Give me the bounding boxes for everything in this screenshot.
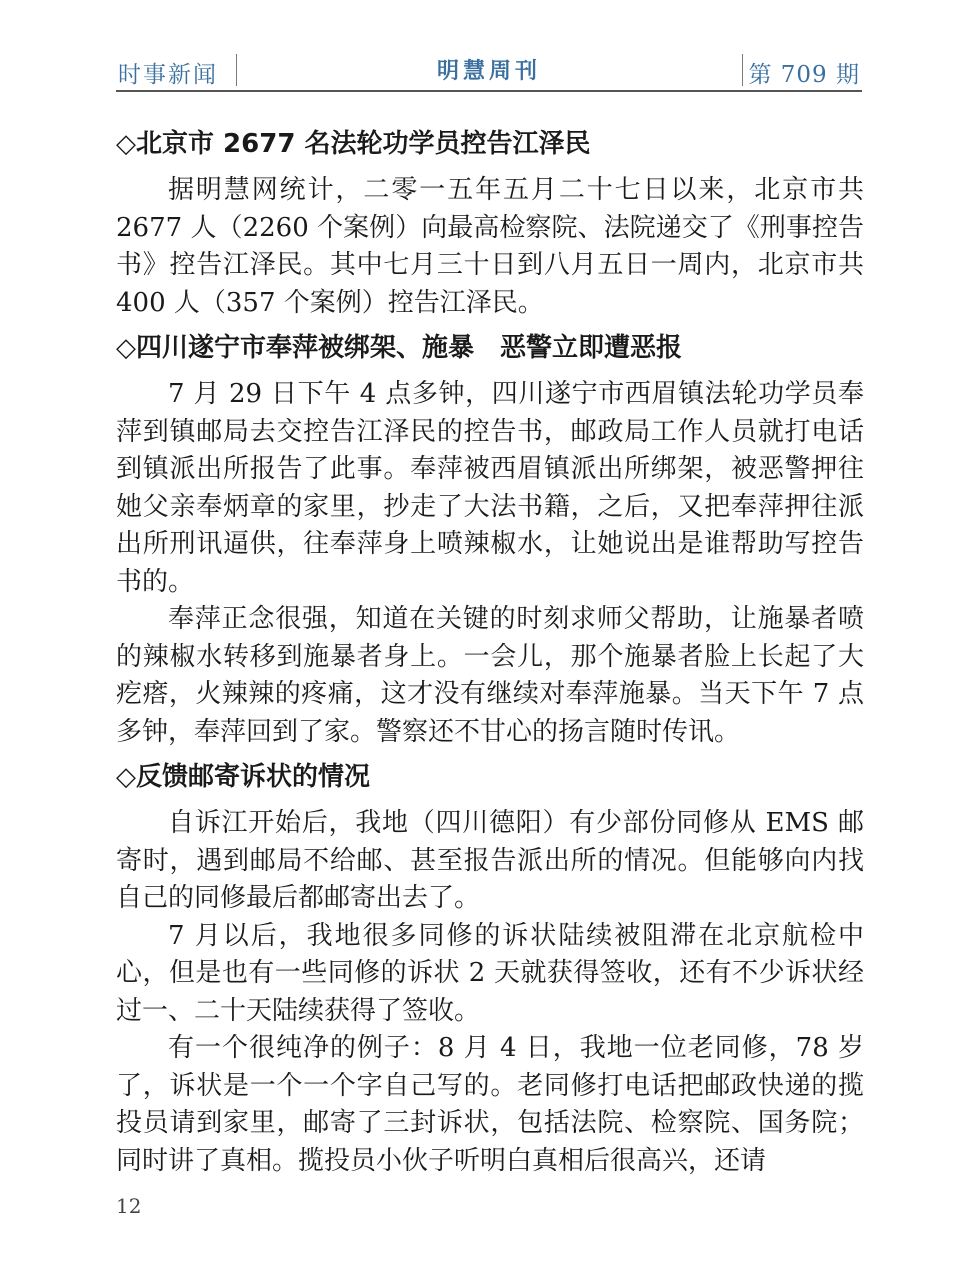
article-paragraph: 7 月 29 日下午 4 点多钟，四川遂宁市西眉镇法轮功学员奉萍到镇邮局去交控告江泽民的控告书，邮政局工作人员就打电话到镇派出所报告了此事。奉萍被西眉镇派出所绑架，被恶警押往她父亲奉炳章的家里，抄走了大法书籍，之后，又把奉萍押往派出所刑讯逼供，往奉萍身上喷辣椒水，让她说出是谁帮助写控告书的。 [116,379,864,597]
page-header [116,50,862,90]
article-paragraph: 据明慧网统计，二零一五年五月二十七日以来，北京市共 2677 人（2260 个案例）向最高检察院、法院递交了《刑事控告书》控告江泽民。其中七月三十日到八月五日一周内，北京市共 400 人（357 个案例）控告江泽民。 [116,175,864,318]
article-paragraph: 有一个很纯净的例子：8 月 4 日，我地一位老同修，78 岁了，诉状是一个一个字自己写的。老同修打电话把邮政快递的揽投员请到家里，邮寄了三封诉状，包括法院、检察院、国务院；同时讲了真相。揽投员小伙子听明白真相后很高兴，还请 [116,1033,864,1176]
article-body [116,124,864,1186]
header-rule [116,90,862,92]
article [116,124,864,322]
page-number: 12 [116,1194,142,1218]
article-paragraph: 奉萍正念很强，知道在关键的时刻求师父帮助，让施暴者喷的辣椒水转移到施暴者身上。一会儿，那个施暴者脸上长起了大疙瘩，火辣辣的疼痛，这才没有继续对奉萍施暴。当天下午 7 点多钟，奉萍回到了家。警察还不甘心的扬言随时传讯。 [116,604,864,747]
article-heading: ◇四川遂宁市奉萍被绑架、施暴 恶警立即遭恶报 [116,333,682,363]
header-divider-right [742,54,743,86]
issue-number: 第 709 期 [748,62,860,88]
article [116,328,864,751]
article [116,757,864,1180]
article-paragraph: 自诉江开始后，我地（四川德阳）有少部份同修从 EMS 邮寄时，遇到邮局不给邮、甚至报告派出所的情况。但能够向内找自己的同修最后都邮寄出去了。 [116,808,864,913]
article-heading: ◇北京市 2677 名法轮功学员控告江泽民 [116,129,591,159]
publication-title: 明慧周刊 [436,59,541,84]
article-paragraph: 7 月以后，我地很多同修的诉状陆续被阻滞在北京航检中心，但是也有一些同修的诉状 2 天就获得签收，还有不少诉状经过一、二十天陆续获得了签收。 [116,920,864,1026]
section-label: 时事新闻 [118,62,218,88]
article-heading: ◇反馈邮寄诉状的情况 [116,762,370,792]
